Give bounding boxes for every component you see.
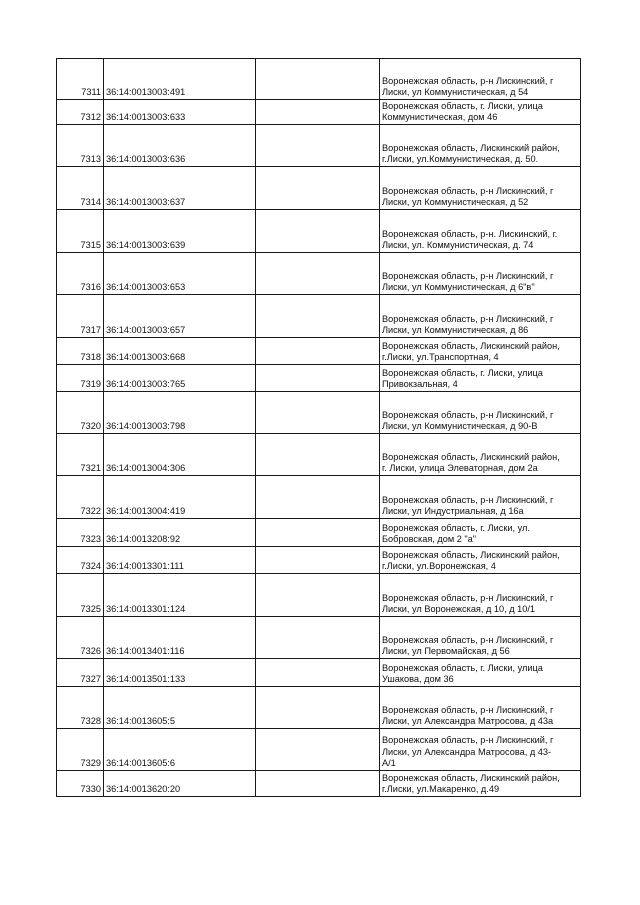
cadastral-number: 36:14:0013003:657 [104,295,256,338]
address-line: Лиски, ул Индустриальная, д 16а [382,506,524,517]
cadastral-number: 36:14:0013003:636 [104,125,256,167]
address-line: Лиски, ул Коммунистическая, д 90-В [382,421,538,432]
row-number: 7311 [57,59,104,100]
row-number: 7320 [57,392,104,434]
cadastral-number: 36:14:0013004:419 [104,476,256,519]
address-line: Воронежская область, р-н Лискинский, г [382,185,554,196]
row-number: 7327 [57,659,104,687]
empty-cell [256,125,380,167]
address-line: Воронежская область, р-н. Лискинский, г. [382,228,558,239]
empty-cell [256,392,380,434]
table-row [57,547,581,574]
cadastral-number: 36:14:0013208:92 [104,519,256,547]
address-line: Коммунистическая, дом 46 [382,112,498,123]
address-cell [380,519,581,547]
address-line: Лиски, ул Александра Матросова, д 43- [382,746,552,757]
address-line: г.Лиски, ул.Воронежская, 4 [382,561,496,572]
address-line: Воронежская область, р-н Лискинский, г [382,592,554,603]
empty-cell [256,729,380,771]
empty-cell [256,574,380,617]
address-line: А/1 [382,758,396,769]
row-number: 7316 [57,253,104,295]
table-row [57,771,581,797]
address-line: Воронежская область, р-н Лискинский, г [382,704,554,715]
address-line: Воронежская область, р-н Лискинский, г [382,634,554,645]
row-number: 7317 [57,295,104,338]
table-row [57,338,581,365]
address-cell [380,338,581,365]
address-line: г.Лиски, ул.Коммунистическая, д. 50. [382,154,539,165]
empty-cell [256,59,380,100]
cadastral-number: 36:14:0013301:124 [104,574,256,617]
address-line: Ушакова, дом 36 [382,674,454,685]
address-line: Воронежская область, р-н Лискинский, г [382,75,554,86]
records-table [56,58,581,797]
row-number: 7323 [57,519,104,547]
address-line: г.Лиски, ул.Макаренко, д.49 [382,784,500,795]
table-row [57,253,581,295]
row-number: 7315 [57,210,104,253]
address-line: Воронежская область, Лискинский район, [382,340,560,351]
table-row [57,519,581,547]
table-row [57,617,581,659]
records-table-body [57,59,581,797]
cadastral-number: 36:14:0013003:653 [104,253,256,295]
row-number: 7319 [57,365,104,392]
address-line: Лиски, ул. Коммунистическая, д. 74 [382,240,534,251]
address-line: Воронежская область, г. Лиски, улица [382,100,543,111]
table-row [57,392,581,434]
address-cell [380,547,581,574]
address-line: Воронежская область, р-н Лискинский, г [382,735,554,746]
cadastral-number: 36:14:0013620:20 [104,771,256,797]
address-cell [380,365,581,392]
address-cell [380,729,581,771]
address-line: Воронежская область, р-н Лискинский, г [382,313,554,324]
empty-cell [256,365,380,392]
cadastral-number: 36:14:0013003:633 [104,100,256,125]
cadastral-number: 36:14:0013605:5 [104,687,256,729]
cadastral-number: 36:14:0013401:116 [104,617,256,659]
empty-cell [256,210,380,253]
address-line: Привокзальная, 4 [382,379,458,390]
empty-cell [256,295,380,338]
address-line: г. Лиски, улица Элеваторная, дом 2а [382,463,538,474]
table-row [57,167,581,210]
table-row [57,574,581,617]
cadastral-number: 36:14:0013301:111 [104,547,256,574]
address-cell [380,295,581,338]
table-row [57,365,581,392]
address-line: Воронежская область, Лискинский район, [382,451,560,462]
row-number: 7314 [57,167,104,210]
address-line: Воронежская область, р-н Лискинский, г [382,270,554,281]
row-number: 7326 [57,617,104,659]
cadastral-number: 36:14:0013605:6 [104,729,256,771]
cadastral-number: 36:14:0013501:133 [104,659,256,687]
empty-cell [256,659,380,687]
table-row [57,729,581,771]
address-cell [380,392,581,434]
address-line: Воронежская область, р-н Лискинский, г [382,494,554,505]
table-row [57,100,581,125]
address-cell [380,210,581,253]
table-row [57,659,581,687]
cadastral-number: 36:14:0013003:668 [104,338,256,365]
row-number: 7330 [57,771,104,797]
empty-cell [256,617,380,659]
empty-cell [256,434,380,476]
address-cell [380,771,581,797]
empty-cell [256,547,380,574]
address-cell [380,476,581,519]
row-number: 7322 [57,476,104,519]
row-number: 7321 [57,434,104,476]
table-row [57,59,581,100]
row-number: 7328 [57,687,104,729]
empty-cell [256,253,380,295]
address-line: Воронежская область, г. Лиски, улица [382,367,543,378]
address-line: Лиски, ул Коммунистическая, д 52 [382,197,529,208]
row-number: 7318 [57,338,104,365]
row-number: 7324 [57,547,104,574]
address-line: Воронежская область, Лискинский район, [382,549,560,560]
empty-cell [256,100,380,125]
cadastral-number: 36:14:0013003:639 [104,210,256,253]
address-line: Воронежская область, Лискинский район, [382,142,560,153]
cadastral-number: 36:14:0013003:765 [104,365,256,392]
address-line: г.Лиски, ул.Транспортная, 4 [382,352,499,363]
table-row [57,210,581,253]
address-cell [380,125,581,167]
cadastral-number: 36:14:0013003:637 [104,167,256,210]
cadastral-number: 36:14:0013003:491 [104,59,256,100]
empty-cell [256,167,380,210]
row-number: 7329 [57,729,104,771]
table-row [57,125,581,167]
address-cell [380,687,581,729]
table-row [57,476,581,519]
address-cell [380,617,581,659]
address-line: Воронежская область, г. Лиски, ул. [382,522,530,533]
empty-cell [256,771,380,797]
table-row [57,434,581,476]
address-line: Лиски, ул Александра Матросова, д 43а [382,716,554,727]
address-cell [380,59,581,100]
address-line: Лиски, ул Воронежская, д 10, д 10/1 [382,604,536,615]
empty-cell [256,476,380,519]
row-number: 7313 [57,125,104,167]
address-line: Воронежская область, г. Лиски, улица [382,662,543,673]
address-line: Лиски, ул Коммунистическая, д 54 [382,87,529,98]
cadastral-number: 36:14:0013003:798 [104,392,256,434]
row-number: 7325 [57,574,104,617]
empty-cell [256,687,380,729]
address-cell [380,574,581,617]
address-cell [380,434,581,476]
address-cell [380,253,581,295]
row-number: 7312 [57,100,104,125]
address-cell [380,100,581,125]
empty-cell [256,338,380,365]
address-cell [380,167,581,210]
address-line: Воронежская область, Лискинский район, [382,772,560,783]
address-line: Воронежская область, р-н Лискинский, г [382,409,554,420]
cadastral-number: 36:14:0013004:306 [104,434,256,476]
address-line: Бобровская, дом 2 "а" [382,534,477,545]
table-row [57,295,581,338]
empty-cell [256,519,380,547]
address-line: Лиски, ул Первомайская, д 56 [382,646,510,657]
table-row [57,687,581,729]
address-line: Лиски, ул Коммунистическая, д 86 [382,325,529,336]
address-cell [380,659,581,687]
address-line: Лиски, ул Коммунистическая, д 6"в" [382,282,535,293]
